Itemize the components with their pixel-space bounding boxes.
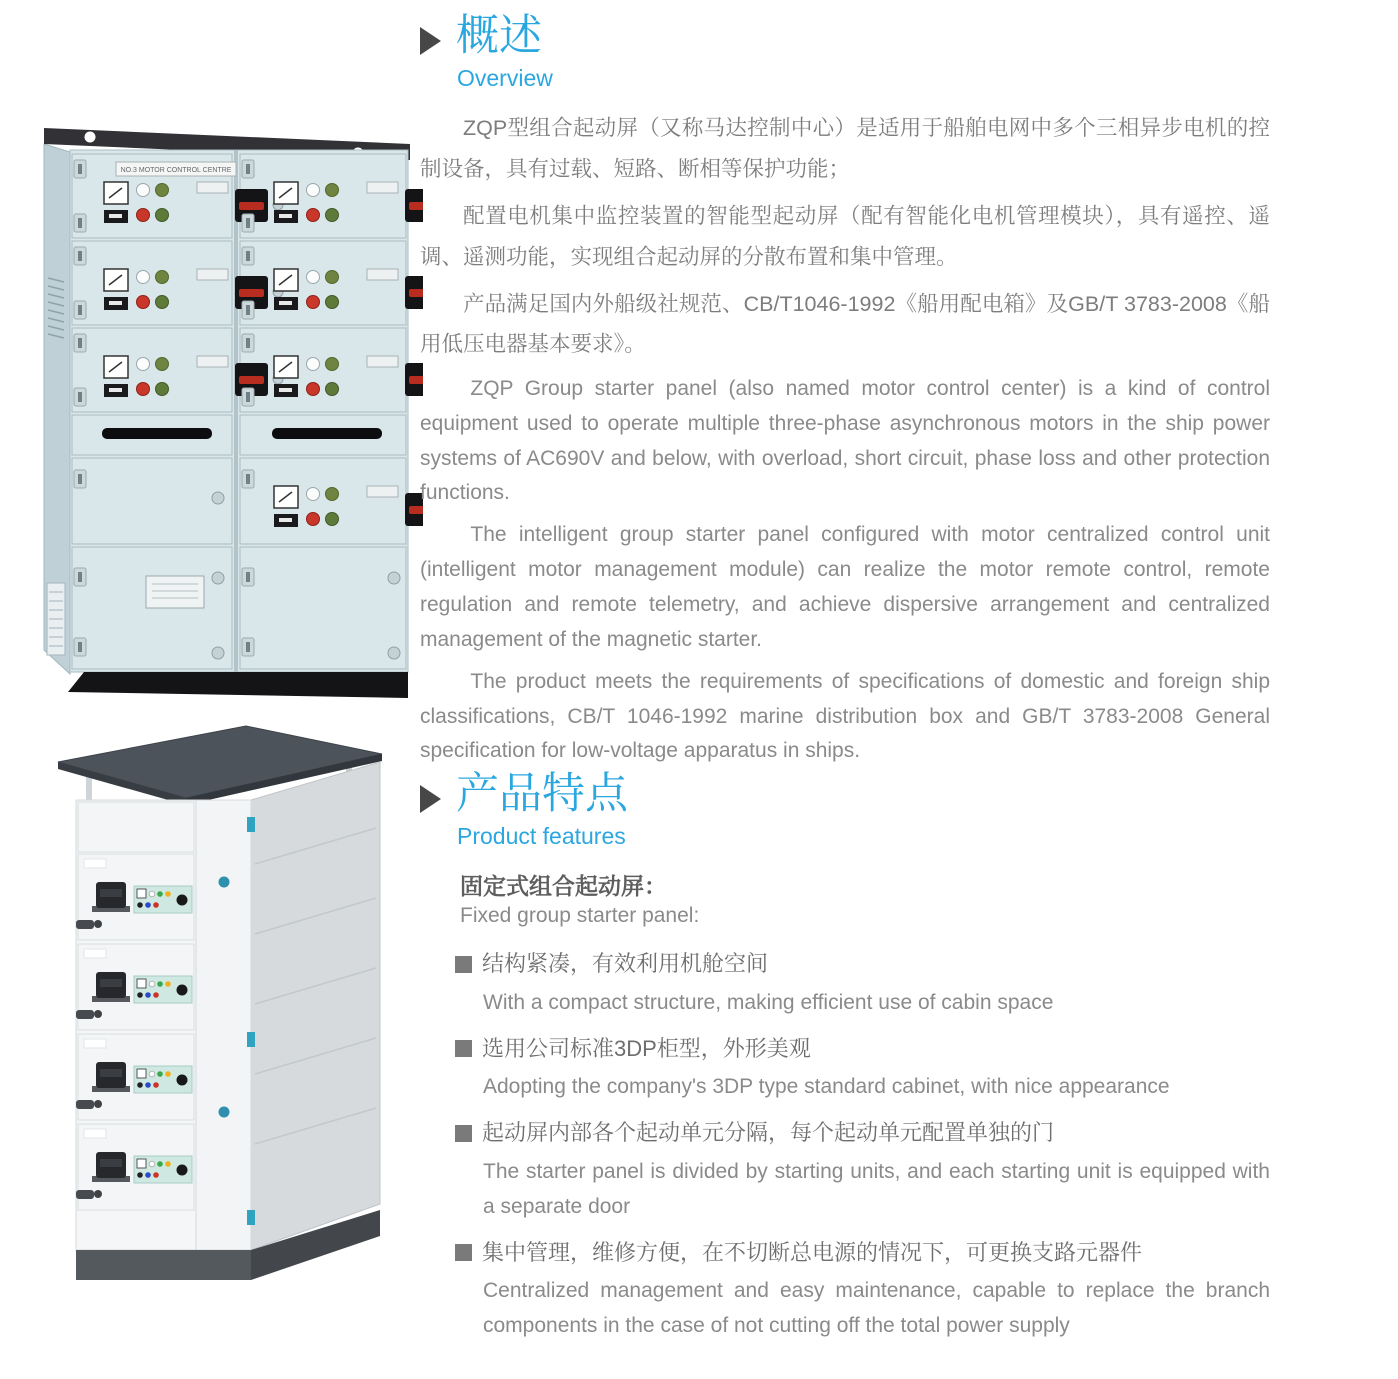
overview-paragraph-en-2: The intelligent group starter panel configured with motor centralized control unit (intelligent motor management module) can realize the motor remote control, remote regulation and remote telemetry, and achieve dispersive arrangement and centralized management of the magnetic starter. xyxy=(420,523,1270,651)
bullet-square-icon xyxy=(455,1244,472,1261)
overview-paragraph-cn-1: ZQP型组合起动屏（又称马达控制中心）是适用于船舶电网中多个三相异步电机的控制设备，具有过载、短路、断相等保护功能； xyxy=(420,116,1270,181)
feature-text-cn: 起动屏内部各个起动单元分隔，每个起动单元配置单独的门 xyxy=(482,1120,1055,1146)
overview-paragraph-cn-2: 配置电机集中监控装置的智能型起动屏（配有智能化电机管理模块），具有遥控、遥调、遥测功能，实现组合起动屏的分散布置和集中管理。 xyxy=(420,204,1270,269)
overview-body xyxy=(420,108,1270,769)
feature-item xyxy=(455,1113,1270,1224)
feature-text-cn: 选用公司标准3DP柜型，外形美观 xyxy=(482,1035,811,1061)
features-title-en: Product features xyxy=(457,823,626,850)
overview-heading xyxy=(420,12,1270,61)
overview-title-en: Overview xyxy=(457,65,553,92)
cabinet-label-text: NO.3 MOTOR CONTROL CENTRE xyxy=(120,167,232,174)
section-arrow-icon xyxy=(420,785,441,813)
cabinet-front-illustration xyxy=(28,98,423,698)
features-list xyxy=(455,944,1270,1344)
features-subtitle-cn: 固定式组合起动屏： xyxy=(460,873,667,900)
feature-text-en: With a compact structure, making efficient use of cabin space xyxy=(483,991,1054,1015)
feature-item xyxy=(455,1029,1270,1105)
feature-text-cn: 集中管理，维修方便，在不切断总电源的情况下，可更换支路元器件 xyxy=(482,1239,1143,1265)
figure-cabinet-front-photo xyxy=(28,98,423,698)
rating-nameplate xyxy=(146,576,204,608)
wide-front-door xyxy=(196,800,251,1250)
drawer-handle xyxy=(272,428,382,439)
door-knob xyxy=(219,877,230,888)
bullet-square-icon xyxy=(455,1040,472,1057)
feature-item xyxy=(455,1233,1270,1344)
feature-text-cn: 结构紧凑，有效利用机舱空间 xyxy=(482,951,769,977)
blank-door xyxy=(78,802,194,852)
overview-section xyxy=(420,12,1270,776)
overview-paragraph-en-3: The product meets the requirements of specifications of domestic and foreign ship classifications, CB/T 1046-1992 marine distribution box and GB/T 3783-2008 General specification for low-voltage apparatus in ships. xyxy=(420,669,1270,763)
overview-title-cn: 概述 xyxy=(456,12,542,60)
feature-text-en: Adopting the company's 3DP type standard cabinet, with nice appearance xyxy=(483,1075,1170,1099)
bullet-square-icon xyxy=(455,1125,472,1142)
feature-text-en: Centralized management and easy maintenance, capable to replace the branch components in the case of not cutting off the total power supply xyxy=(483,1279,1270,1338)
cabinet-side-panel xyxy=(44,144,70,674)
features-title-cn: 产品特点 xyxy=(456,770,628,818)
figure-cabinet-3d-photo xyxy=(48,712,393,1290)
section-arrow-icon xyxy=(420,27,441,55)
cabinet-label-plate xyxy=(116,162,236,176)
cabinet-plinth xyxy=(68,672,408,698)
overview-paragraph-en-1: ZQP Group starter panel (also named motor control center) is a kind of control equipment used to operate multiple three-phase asynchronous motors in the ship power systems of AC690V and below, with overload, short circuit, phase loss and other protection functions. xyxy=(420,376,1270,505)
features-heading xyxy=(420,770,1270,819)
feature-text-en: The starter panel is divided by starting units, and each starting unit is equipped with a separate door xyxy=(483,1159,1270,1218)
cabinet-3d-illustration xyxy=(48,712,393,1290)
door-knob xyxy=(219,1107,230,1118)
features-section xyxy=(420,770,1270,1352)
drawer-handle xyxy=(102,428,212,439)
features-subtitle-en: Fixed group starter panel: xyxy=(460,904,700,928)
overview-paragraph-cn-3: 产品满足国内外船级社规范、CB/T1046-1992《船用配电箱》及GB/T 3783-2008《船用低压电器基本要求》。 xyxy=(420,292,1270,357)
bullet-square-icon xyxy=(455,956,472,973)
right-column-doors xyxy=(240,154,406,669)
cabinet-side-face xyxy=(251,762,380,1250)
feature-item xyxy=(455,944,1270,1020)
